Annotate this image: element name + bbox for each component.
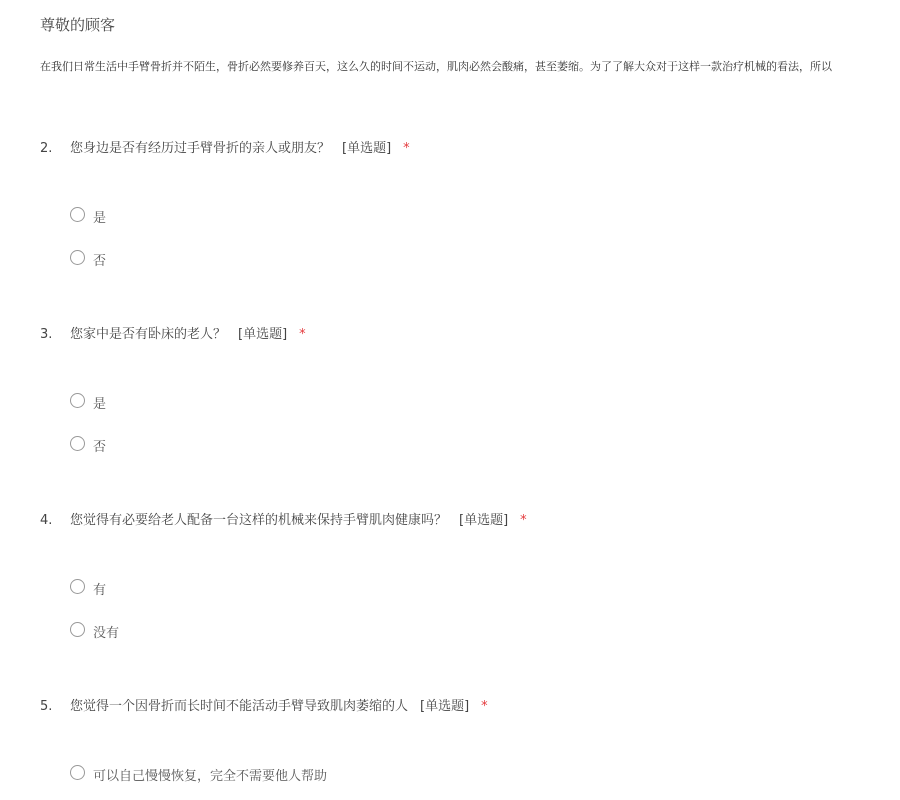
option-label: 是 <box>93 397 107 412</box>
question-number: 2. <box>40 141 53 156</box>
radio-button[interactable] <box>70 393 85 408</box>
question-type-label: [单选题] <box>238 327 288 342</box>
option-label: 否 <box>93 254 107 269</box>
question-title <box>40 509 527 528</box>
survey-intro-text: 在我们日常生活中手臂骨折并不陌生，骨折必然要修养百天，这么久的时间不运动，肌肉必然会酸痛，甚至萎缩。为了了解大众对于这样一款治疗机械的看法，所以 <box>40 60 832 73</box>
option-label: 有 <box>93 583 107 598</box>
required-asterisk: * <box>299 327 306 342</box>
survey-header-title: 尊敬的顾客 <box>40 16 116 34</box>
question-type-label: [单选题] <box>342 141 392 156</box>
question-text: 您觉得一个因骨折而长时间不能活动手臂导致肌肉萎缩的人 <box>70 699 409 714</box>
option-label: 没有 <box>93 626 120 641</box>
question-type-label: [单选题] <box>459 513 509 528</box>
radio-button[interactable] <box>70 436 85 451</box>
required-asterisk: * <box>403 141 410 156</box>
option-label: 可以自己慢慢恢复，完全不需要他人帮助 <box>93 769 328 784</box>
radio-button[interactable] <box>70 622 85 637</box>
option-label: 否 <box>93 440 107 455</box>
radio-button[interactable] <box>70 250 85 265</box>
radio-button[interactable] <box>70 579 85 594</box>
question-title <box>40 323 306 342</box>
radio-button[interactable] <box>70 765 85 780</box>
question-type-label: [单选题] <box>420 699 470 714</box>
question-number: 3. <box>40 327 53 342</box>
option-label: 是 <box>93 211 107 226</box>
question-number: 5. <box>40 699 53 714</box>
question-text: 您觉得有必要给老人配备一台这样的机械来保持手臂肌肉健康吗？ <box>70 513 448 528</box>
radio-button[interactable] <box>70 207 85 222</box>
required-asterisk: * <box>520 513 527 528</box>
question-number: 4. <box>40 513 53 528</box>
question-title <box>40 695 488 714</box>
question-text: 您家中是否有卧床的老人？ <box>70 327 227 342</box>
question-text: 您身边是否有经历过手臂骨折的亲人或朋友？ <box>70 141 331 156</box>
required-asterisk: * <box>481 699 488 714</box>
question-title <box>40 137 410 156</box>
